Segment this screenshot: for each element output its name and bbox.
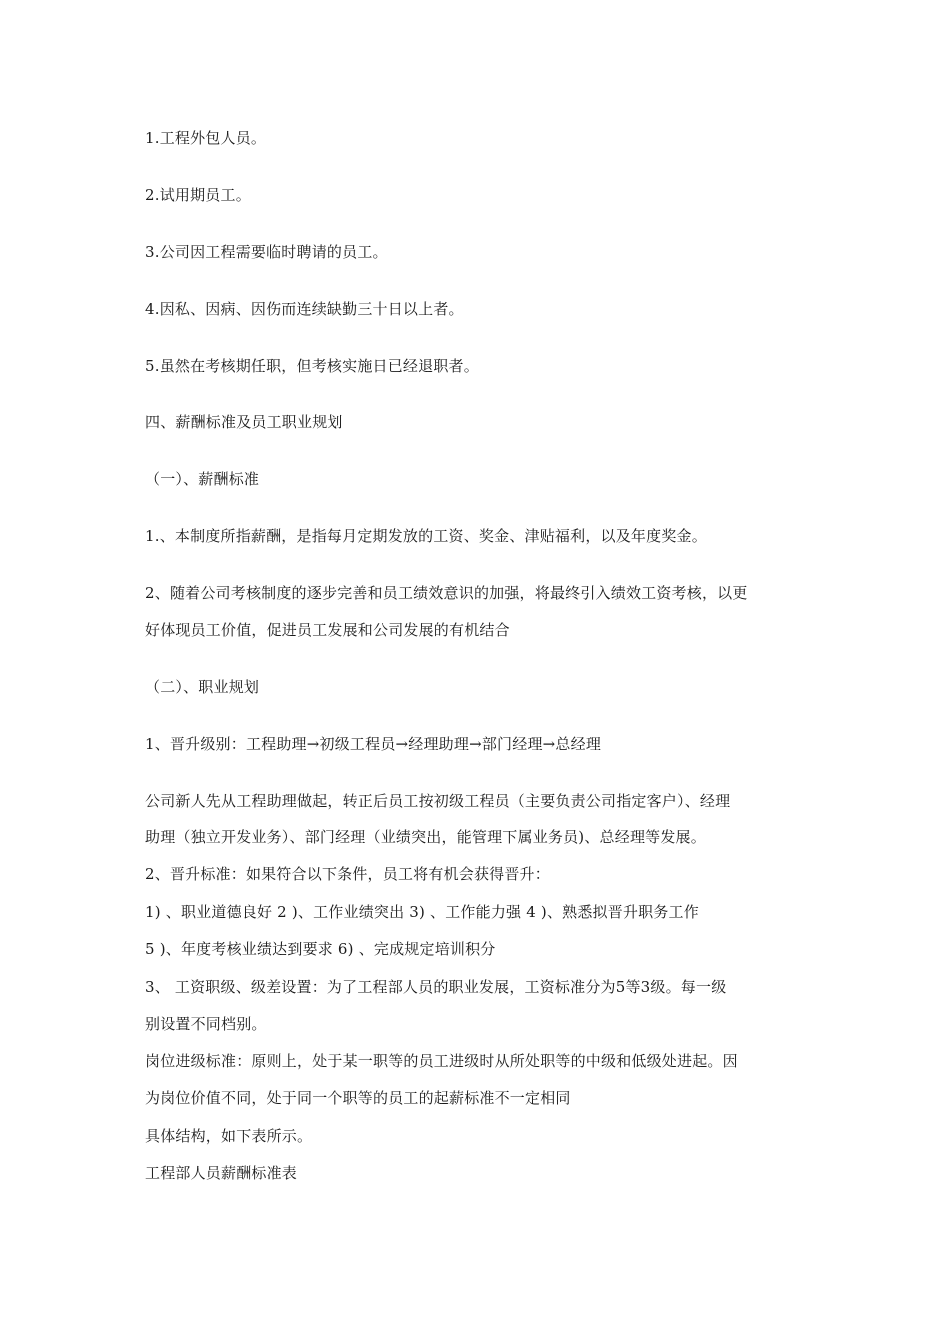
subsection-heading-career-plan: （二）、职业规划 bbox=[145, 678, 260, 696]
exclusion-item-3: 3.公司因工程需要临时聘请的员工。 bbox=[145, 243, 388, 261]
career-paragraph-line-2: 助理（独立开发业务）、部门经理（业绩突出，能管理下属业务员)、总经理等发展。 bbox=[145, 828, 706, 846]
promotion-criteria-heading: 2、晋升标准：如果符合以下条件，员工将有机会获得晋升： bbox=[145, 865, 550, 883]
career-paragraph-line-1: 公司新人先从工程助理做起，转正后员工按初级工程员（主要负责公司指定客户）、经理 bbox=[145, 792, 731, 810]
salary-paragraph-2-line-2: 好体现员工价值，促进员工发展和公司发展的有机结合 bbox=[145, 621, 510, 639]
promotion-criteria-line-2: 5 )、年度考核业绩达到要求 6) 、完成规定培训积分 bbox=[145, 940, 496, 958]
exclusion-item-1: 1.工程外包人员。 bbox=[145, 129, 267, 147]
exclusion-item-5: 5.虽然在考核期任职，但考核实施日已经退职者。 bbox=[145, 357, 479, 375]
promotion-criteria-line-1: 1) 、职业道德良好 2 )、工作业绩突出 3) 、工作能力强 4 )、熟悉拟晋升职务工作 bbox=[145, 903, 699, 921]
subsection-heading-salary-standard: （一）、薪酬标准 bbox=[145, 470, 260, 488]
exclusion-item-2: 2.试用期员工。 bbox=[145, 186, 251, 204]
salary-paragraph-1: 1.、本制度所指薪酬，是指每月定期发放的工资、奖金、津贴福利，以及年度奖金。 bbox=[145, 527, 707, 545]
table-intro: 具体结构，如下表所示。 bbox=[145, 1127, 313, 1145]
promotion-levels: 1、晋升级别：工程助理→初级工程员→经理助理→部门经理→总经理 bbox=[145, 735, 602, 753]
exclusion-item-4: 4.因私、因病、因伤而连续缺勤三十日以上者。 bbox=[145, 300, 464, 318]
position-advance-paragraph-line-1: 岗位进级标准：原则上，处于某一职等的员工进级时从所处职等的中级和低级处进起。因 bbox=[145, 1052, 738, 1070]
position-advance-paragraph-line-2: 为岗位价值不同，处于同一个职等的员工的起薪标准不一定相同 bbox=[145, 1089, 571, 1107]
salary-paragraph-2-line-1: 2、随着公司考核制度的逐步完善和员工绩效意识的加强，将最终引入绩效工资考核，以更 bbox=[145, 584, 748, 602]
table-title: 工程部人员薪酬标准表 bbox=[145, 1164, 298, 1182]
salary-grade-paragraph-line-1: 3、 工资职级、级差设置：为了工程部人员的职业发展，工资标准分为5等3级。每一级 bbox=[145, 978, 727, 996]
section-heading-salary-career: 四、薪酬标准及员工职业规划 bbox=[145, 413, 343, 431]
salary-grade-paragraph-line-2: 别设置不同档别。 bbox=[145, 1015, 267, 1033]
